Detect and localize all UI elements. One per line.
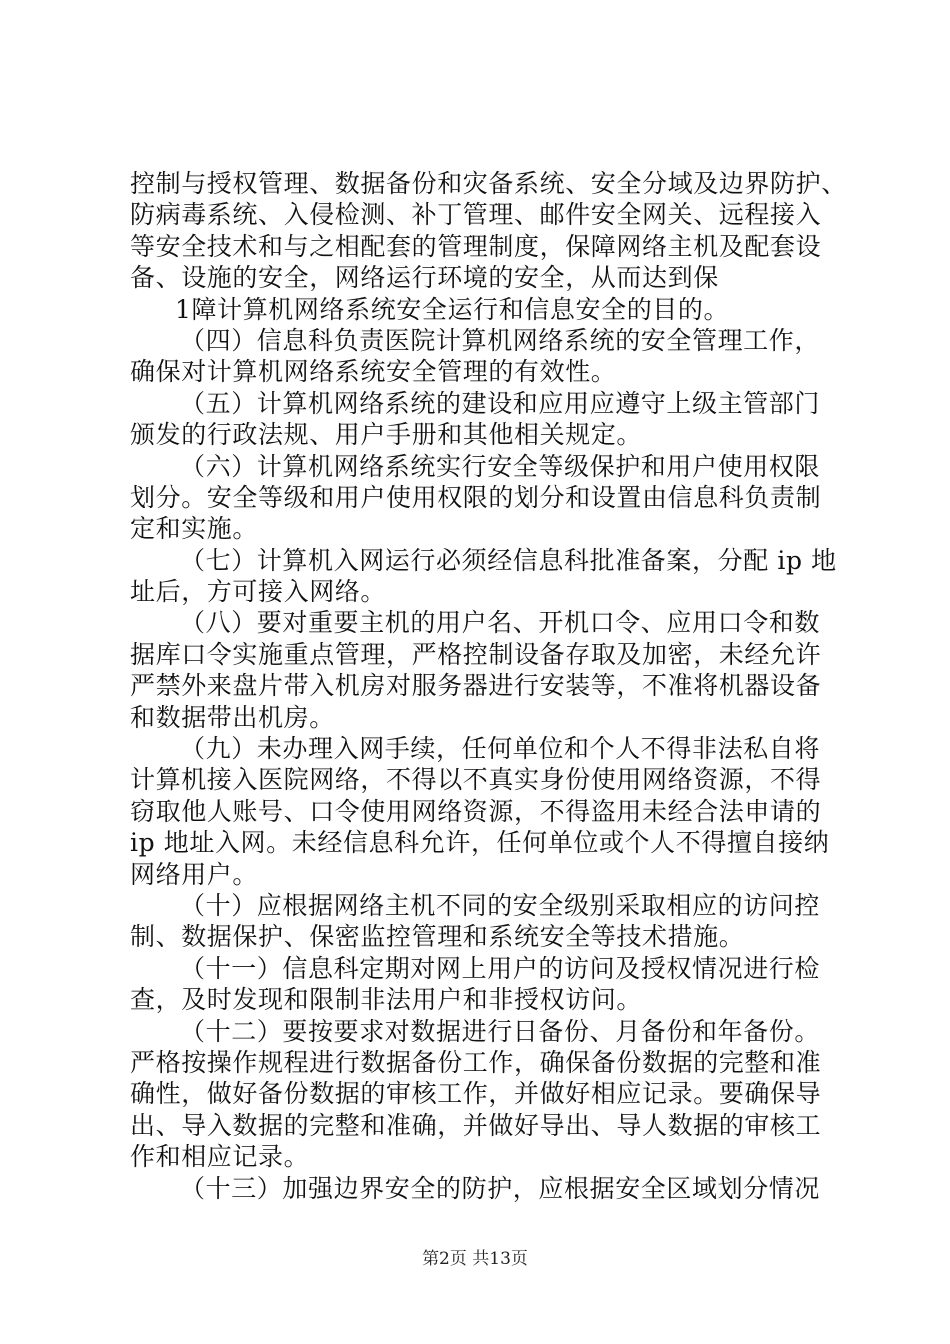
body-line: 查，及时发现和限制非法用户和非授权访问。: [130, 985, 643, 1015]
body-line: 网络用户。: [130, 859, 259, 889]
body-line: 据库口令实施重点管理，严格控制设备存取及加密，未经允许: [130, 639, 822, 669]
body-line: 备、设施的安全，网络运行环境的安全，从而达到保: [130, 263, 719, 293]
body-line: 确保对计算机网络系统安全管理的有效性。: [130, 357, 617, 387]
body-line: 严禁外来盘片带入机房对服务器进行安装等，不准将机器设备: [130, 671, 822, 701]
paragraph-start-line: （十二）要按要求对数据进行日备份、月备份和年备份。: [180, 1016, 821, 1046]
body-line: 划分。安全等级和用户使用权限的划分和设置由信息科负责制: [130, 482, 822, 512]
paragraph-start-line: （八）要对重要主机的用户名、开机口令、应用口令和数: [180, 608, 821, 638]
body-line: 制、数据保护、保密监控管理和系统安全等技术措施。: [130, 922, 745, 952]
paragraph-start-line: （五）计算机网络系统的建设和应用应遵守上级主管部门: [180, 388, 821, 418]
paragraph-start-line: （十）应根据网络主机不同的安全级别采取相应的访问控: [180, 890, 821, 920]
body-line: 和数据带出机房。: [130, 702, 335, 732]
body-line: 窃取他人账号、口令使用网络资源，不得盗用未经合法申请的: [130, 796, 822, 826]
body-line: 计算机接入医院网络，不得以不真实身份使用网络资源，不得: [130, 765, 822, 795]
body-line: 1障计算机网络系统安全运行和信息安全的目的。: [175, 294, 730, 324]
body-line: 址后，方可接入网络。: [130, 577, 387, 607]
body-line: 定和实施。: [130, 514, 259, 544]
paragraph-start-line: （十三）加强边界安全的防护，应根据安全区域划分情况: [180, 1173, 821, 1203]
body-line: 控制与授权管理、数据备份和灾备系统、安全分域及边界防护、: [130, 169, 847, 198]
paragraph-start-line: （九）未办理入网手续，任何单位和个人不得非法私自将: [180, 734, 821, 764]
body-line: ip 地址入网。未经信息科允许，任何单位或个人不得擅自接纳: [130, 828, 830, 858]
paragraph-start-line: （七）计算机入网运行必须经信息科批准备案，分配 ip 地: [180, 545, 837, 575]
paragraph-start-line: （四）信息科负责医院计算机网络系统的安全管理工作，: [180, 325, 821, 355]
paragraph-start-line: （十一）信息科定期对网上用户的访问及授权情况进行检: [180, 953, 821, 983]
body-line: 作和相应记录。: [130, 1142, 310, 1172]
body-line: 确性，做好备份数据的审核工作，并做好相应记录。要确保导: [130, 1079, 822, 1109]
body-line: 等安全技术和与之相配套的管理制度，保障网络主机及配套设: [130, 231, 822, 261]
body-line: 出、导入数据的完整和准确，并做好导出、导人数据的审核工: [130, 1110, 822, 1140]
paragraph-start-line: （六）计算机网络系统实行安全等级保护和用户使用权限: [180, 451, 821, 481]
body-line: 颁发的行政法规、用户手册和其他相关规定。: [130, 420, 643, 450]
body-line: 严格按操作规程进行数据备份工作，确保备份数据的完整和准: [130, 1047, 822, 1077]
document-body: [130, 168, 847, 1204]
body-line: 防病毒系统、入侵检测、补丁管理、邮件安全网关、远程接入: [130, 200, 822, 230]
page-number-footer: 第2页 共13页: [422, 1249, 528, 1269]
